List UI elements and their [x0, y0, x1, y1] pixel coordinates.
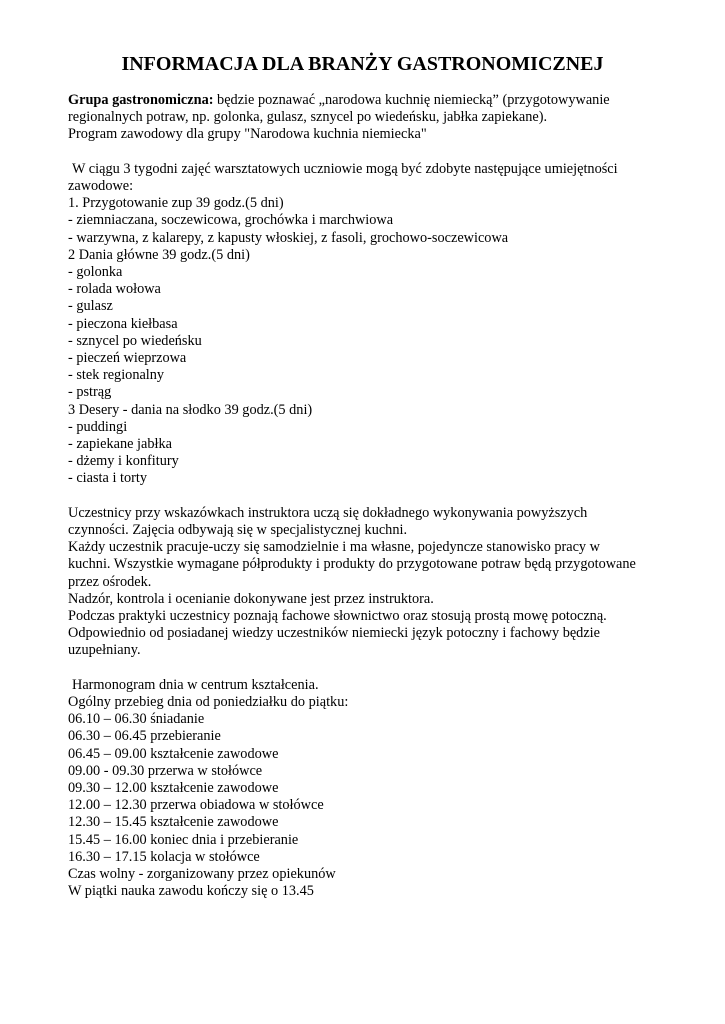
schedule-entry: 06.45 – 09.00 kształcenie zawodowe — [68, 745, 279, 762]
document-body — [68, 92, 708, 901]
description-line: Odpowiednio od posiadanej wiedzy uczestników niemiecki język potoczny i fachowy będzie — [68, 625, 600, 642]
schedule-entry: 06.10 – 06.30 śniadanie — [68, 711, 205, 728]
description-line: przez ośrodek. — [68, 573, 152, 590]
schedule-entry: 09.30 – 12.00 kształcenie zawodowe — [68, 780, 279, 797]
group-text-1: będzie poznawać „narodowa kuchnię niemiecką” (przygotowywanie — [213, 92, 610, 108]
list-item: - rolada wołowa — [68, 281, 161, 298]
description-line: Uczestnicy przy wskazówkach instruktora uczą się dokładnego wykonywania powyższych — [68, 504, 588, 521]
description-line: Nadzór, kontrola i ocenianie dokonywane jest przez instruktora. — [68, 590, 434, 607]
desserts-heading: 3 Desery - dania na słodko 39 godz.(5 dni) — [68, 401, 313, 418]
schedule-entry: 15.45 – 16.00 koniec dnia i przebieranie — [68, 831, 299, 848]
mains-heading: 2 Dania główne 39 godz.(5 dni) — [68, 246, 250, 263]
description-line: czynności. Zajęcia odbywają się w specjalistycznej kuchni. — [68, 522, 408, 539]
list-item: - pstrąg — [68, 384, 112, 401]
list-item: - ciasta i torty — [68, 470, 148, 487]
intro-line-1 — [68, 92, 708, 109]
friday-note: W piątki nauka zawodu kończy się o 13.45 — [68, 883, 314, 900]
group-label: Grupa gastronomiczna: — [68, 92, 214, 108]
list-item: - dżemy i konfitury — [68, 453, 179, 470]
description-line: Podczas praktyki uczestnicy poznają fachowe słownictwo oraz stosują prostą mowę potoczną. — [68, 608, 607, 625]
list-item: - pieczona kiełbasa — [68, 315, 178, 332]
schedule-entry: 16.30 – 17.15 kolacja w stołówce — [68, 848, 260, 865]
list-item: - golonka — [68, 264, 123, 281]
soups-heading: 1. Przygotowanie zup 39 godz.(5 dni) — [68, 195, 284, 212]
list-item: - sznycel po wiedeńsku — [68, 332, 202, 349]
schedule-heading: Harmonogram dnia w centrum kształcenia. — [72, 676, 319, 693]
description-line: kuchni. Wszystkie wymagane półprodukty i produkty do przygotowane potraw będą przygotowane — [68, 556, 636, 573]
list-item: - zapiekane jabłka — [68, 436, 172, 453]
skills-intro-1: W ciągu 3 tygodni zajęć warsztatowych uczniowie mogą być zdobyte następujące umiejętności — [72, 160, 618, 177]
description-line: Każdy uczestnik pracuje-uczy się samodzielnie i ma własne, pojedyncze stanowisko pracy w — [68, 539, 600, 556]
program-line: Program zawodowy dla grupy "Narodowa kuchnia niemiecka" — [68, 126, 427, 143]
spacer — [68, 144, 708, 161]
list-item: - pieczeń wieprzowa — [68, 350, 187, 367]
list-item: - warzywna, z kalarepy, z kapusty włoskiej, z fasoli, grochowo-soczewicowa — [68, 229, 509, 246]
list-item: - stek regionalny — [68, 367, 165, 384]
spacer — [68, 488, 708, 505]
schedule-entry: 12.30 – 15.45 kształcenie zawodowe — [68, 814, 279, 831]
schedule-entry: 06.30 – 06.45 przebieranie — [68, 728, 221, 745]
list-item: - ziemniaczana, soczewicowa, grochówka i marchwiowa — [68, 212, 394, 229]
list-item: - puddingi — [68, 418, 128, 435]
free-time-note: Czas wolny - zorganizowany przez opiekunów — [68, 866, 336, 883]
spacer — [68, 660, 708, 677]
schedule-subheading: Ogólny przebieg dnia od poniedziałku do piątku: — [68, 694, 349, 711]
intro-line-2: regionalnych potraw, np. golonka, gulasz, sznycel po wiedeńsku, jabłka zapiekane). — [68, 109, 548, 126]
schedule-entry: 12.00 – 12.30 przerwa obiadowa w stołówce — [68, 797, 324, 814]
document-title: INFORMACJA DLA BRANŻY GASTRONOMICZNEJ — [121, 53, 604, 75]
list-item: - gulasz — [68, 298, 113, 315]
description-line: uzupełniany. — [68, 642, 141, 659]
skills-intro-2: zawodowe: — [68, 178, 134, 194]
schedule-entry: 09.00 - 09.30 przerwa w stołówce — [68, 762, 263, 779]
